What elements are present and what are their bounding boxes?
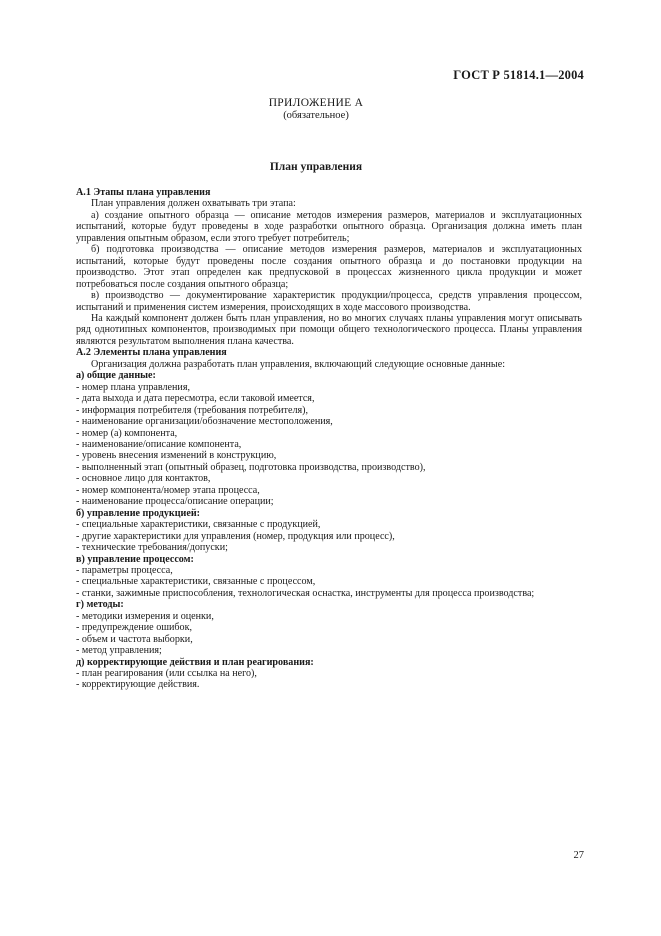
list-item: - информация потребителя (требования потребителя), [76,404,309,416]
list-item: - метод управления; [76,645,162,657]
standard-code: ГОСТ Р 51814.1—2004 [453,68,584,82]
section-a2-intro: Организация должна разработать план управления, включающий следующие основные данные: [91,358,505,370]
list-item: - номер (а) компонента, [76,427,178,439]
list-item: - основное лицо для контактов, [76,473,211,485]
section-a1-para-a: а) создание опытного образца — описание методов измерения размеров, материалов и эксплуатационных испытаний, которые будут проведены в ходе разработки опытного образца. Организация должна иметь план управления опытным образом, если этого требует потребитель; [76,209,582,244]
section-a1-para-b: б) подготовка производства — описание методов измерения размеров, материалов и эксплуатационных испытаний, которые будут проведены после создания опытного образца и до постановки продукции на производство. Этот этап определен как предпусковой в процессах жизненного цикла продукции и может потребоваться после создания опытного образца; [76,244,582,290]
list-item: - номер компонента/номер этапа процесса, [76,484,260,496]
list-item: - параметры процесса, [76,564,173,576]
list-item: - предупреждение ошибок, [76,622,193,634]
section-a1-para-d: На каждый компонент должен быть план управления, но во многих случаях планы управления могут описывать ряд однотипных компонентов, производимых при помощи общего технологического процесса. Планы управления являются результатом выполнения плана качества. [76,312,582,347]
list-item: - номер плана управления, [76,381,190,393]
corrective-actions-label: д) корректирующие действия и план реагирования: [76,656,314,668]
document-body [76,187,582,691]
section-a1-intro: План управления должен охватывать три этапа: [91,198,296,210]
section-a1-para-c: в) производство — документирование характеристик продукции/процесса, средств управления процессом, испытаний и применения систем измерения, происходящих в ходе массового производства. [76,290,582,313]
list-item: - специальные характеристики, связанные с процессом, [76,576,316,588]
list-item: - станки, зажимные приспособления, технологическая оснастка, инструменты для процесса производства; [76,587,535,599]
section-a1-heading: А.1 Этапы плана управления [76,187,211,198]
appendix-title: ПРИЛОЖЕНИЕ А [268,97,364,109]
list-item: - корректирующие действия. [76,679,200,691]
appendix-status: (обязательное) [283,110,349,121]
page-number: 27 [573,850,584,861]
list-item: - выполненный этап (опытный образец, подготовка производства, производство), [76,461,426,473]
list-item: - план реагирования (или ссылка на него), [76,668,257,680]
general-data-label: а) общие данные: [76,370,156,382]
list-item: - специальные характеристики, связанные с продукцией, [76,519,321,531]
list-item: - наименование/описание компонента, [76,438,242,450]
product-control-label: б) управление продукцией: [76,507,200,519]
list-item: - уровень внесения изменений в конструкцию, [76,450,277,462]
list-item: - методики измерения и оценки, [76,610,214,622]
section-a2-heading: А.2 Элементы плана управления [76,347,227,359]
document-title: План управления [269,161,363,173]
list-item: - технические требования/допуски; [76,542,228,554]
methods-label: г) методы: [76,599,124,611]
list-item: - дата выхода и дата пересмотра, если таковой имеется, [76,393,315,405]
list-item: - объем и частота выборки, [76,633,193,645]
process-control-label: в) управление процессом: [76,553,194,565]
list-item: - наименование процесса/описание операции; [76,496,274,508]
list-item: - другие характеристики для управления (номер, продукция или процесс), [76,530,395,542]
list-item: - наименование организации/обозначение местоположения, [76,416,333,428]
